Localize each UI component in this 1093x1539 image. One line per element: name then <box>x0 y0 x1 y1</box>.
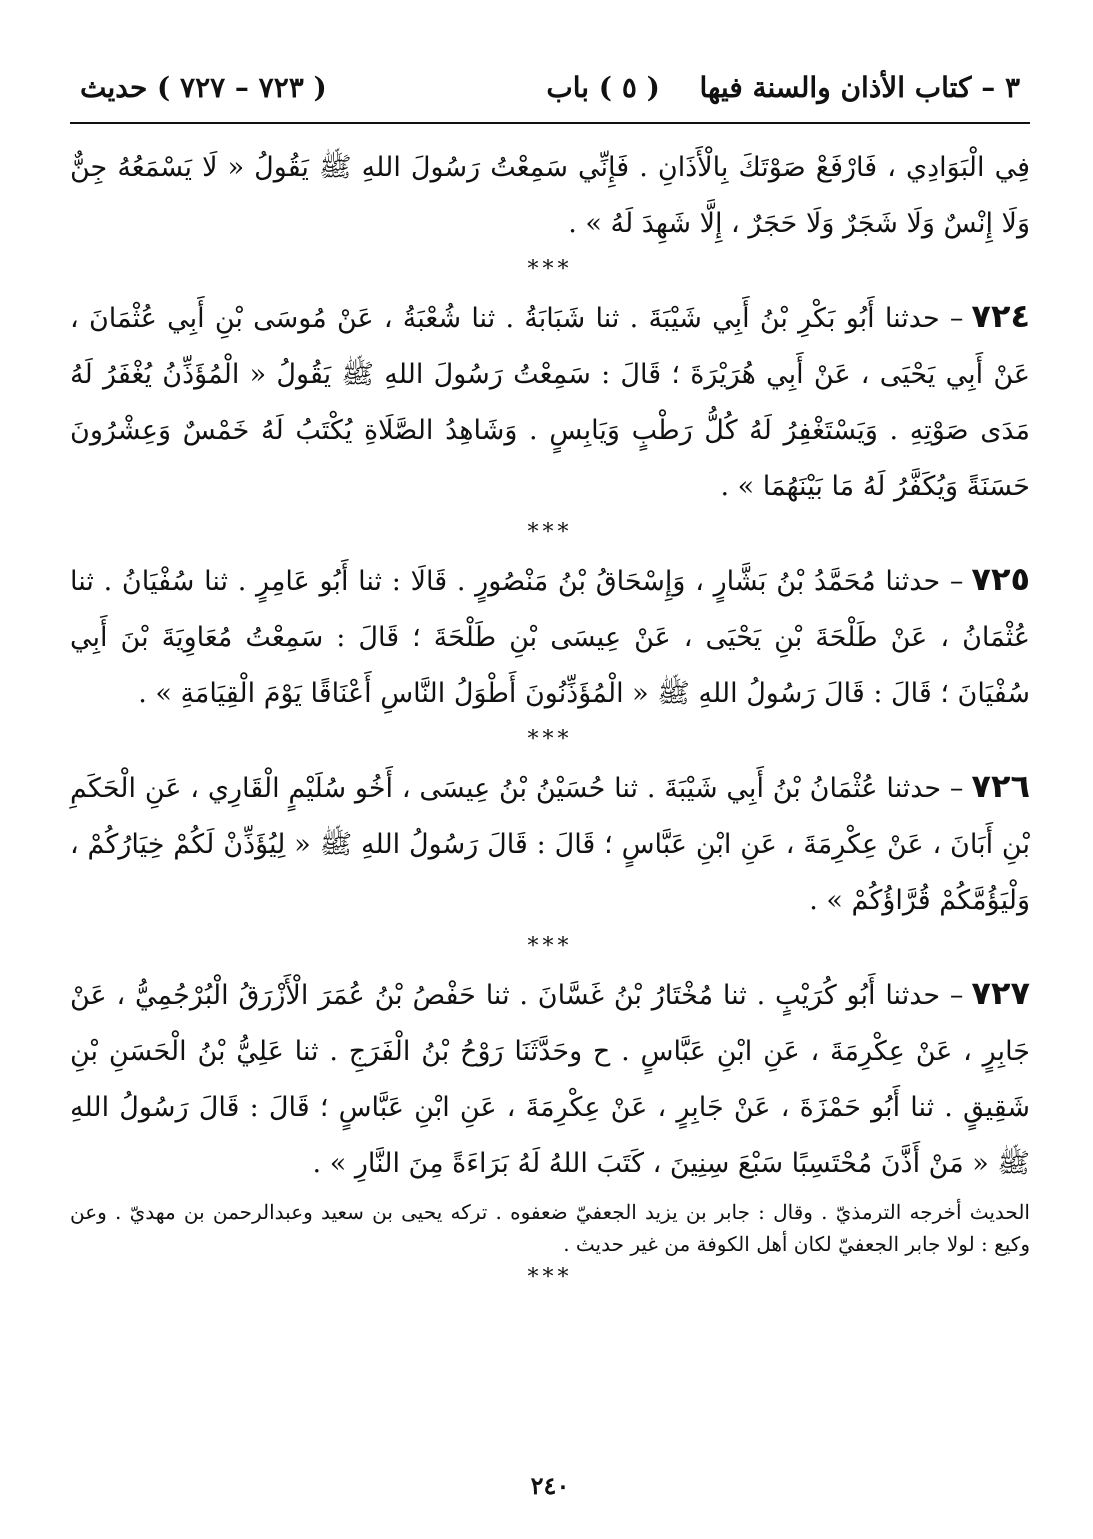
page-number: ٢٤٠ <box>530 1471 570 1500</box>
footnote: الحديث أخرجه الترمذيّ . وقال : جابر بن يزيد الجعفيّ ضعفوه . تركه يحيى بن سعيد وعبدالرحمن بن مهديّ . وعن وكيع : لولا جابر الجعفيّ لكان أهل الكوفة من غير حديث . <box>70 1200 1030 1256</box>
hadith-726 <box>70 758 1030 929</box>
hadith-number: ٧٢٥ <box>971 560 1030 598</box>
hadith-725 <box>70 551 1030 722</box>
chapter-label: ( ٥ ) باب <box>546 70 660 104</box>
section-separator: *** <box>527 934 573 959</box>
hadith-727 <box>70 965 1030 1192</box>
page <box>70 40 1030 1500</box>
hadith-number: ٧٢٦ <box>971 767 1030 805</box>
running-header <box>70 62 1030 112</box>
section-separator: *** <box>527 257 573 282</box>
hadith-text: – حدثنا عُثْمَانُ بْنُ أَبِي شَيْبَةَ . ثنا حُسَيْنُ بْنُ عِيسَى ، أَخُو سُلَيْمٍ الْقَارِي ، عَنِ الْحَكَمِ بْنِ أَبَانَ ، عَنْ عِكْرِمَةَ ، عَنِ ابْنِ عَبَّاسٍ ؛ قَالَ : قَالَ رَسُولُ اللهِ ﷺ « لِيُؤَذِّنْ لَكُمْ خِيَارُكُمْ ، وَلْيَؤُمَّكُمْ قُرَّاؤُكُمْ » . <box>70 773 1030 916</box>
hadith-number: ٧٢٧ <box>971 974 1030 1012</box>
section-separator: *** <box>527 520 573 545</box>
section-separator: *** <box>527 1265 573 1290</box>
hadith-text: – حدثنا أَبُو كُرَيْبٍ . ثنا مُخْتَارُ بْنُ غَسَّانَ . ثنا حَفْصُ بْنُ عُمَرَ الْأَزْرَقُ الْبُرْجُمِيُّ ، عَنْ جَابِرٍ ، عَنْ عِكْرِمَةَ ، عَنِ ابْنِ عَبَّاسٍ . ح وحَدَّثَنَا رَوْحُ بْنُ الْفَرَجِ . ثنا عَلِيُّ بْنُ الْحَسَنِ بْنِ شَقِيقٍ . ثنا أَبُو حَمْزَةَ ، عَنْ جَابِرٍ ، عَنْ عِكْرِمَةَ ، عَنِ ابْنِ عَبَّاسٍ ؛ قَالَ : قَالَ رَسُولُ اللهِ ﷺ « مَنْ أَذَّنَ مُحْتَسِبًا سَبْعَ سِنِينَ ، كَتَبَ اللهُ لَهُ بَرَاءَةً مِنَ النَّارِ » . <box>70 980 1030 1179</box>
hadith-724 <box>70 288 1030 515</box>
hadith-range: ( ٧٢٣ – ٧٢٧ ) حديث <box>80 70 327 104</box>
continued-paragraph: فِي الْبَوَادِي ، فَارْفَعْ صَوْتَكَ بِالْأَذَانِ . فَإِنِّي سَمِعْتُ رَسُولَ اللهِ ﷺ يَقُولُ « لَا يَسْمَعُهُ جِنٌّ وَلَا إِنْسٌ وَلَا شَجَرٌ وَلَا حَجَرٌ ، إِلَّا شَهِدَ لَهُ » . <box>70 152 1030 239</box>
header-divider <box>70 122 1030 124</box>
section-separator: *** <box>527 727 573 752</box>
book-title: ٣ – كتاب الأذان والسنة فيها <box>699 70 1020 104</box>
hadith-text: – حدثنا مُحَمَّدُ بْنُ بَشَّارٍ ، وَإِسْحَاقُ بْنُ مَنْصُورٍ . قَالَا : ثنا أَبُو عَامِرٍ . ثنا سُفْيَانُ . ثنا عُثْمَانُ ، عَنْ طَلْحَةَ بْنِ يَحْيَى ، عَنْ عِيسَى بْنِ طَلْحَةَ ؛ قَالَ : سَمِعْتُ مُعَاوِيَةَ بْنَ أَبِي سُفْيَانَ ؛ قَالَ : قَالَ رَسُولُ اللهِ ﷺ « الْمُؤَذِّنُونَ أَطْوَلُ النَّاسِ أَعْنَاقًا يَوْمَ الْقِيَامَةِ » . <box>70 566 1030 709</box>
main-text <box>70 140 1030 1296</box>
hadith-text: – حدثنا أَبُو بَكْرِ بْنُ أَبِي شَيْبَةَ . ثنا شَبَابَةُ . ثنا شُعْبَةُ ، عَنْ مُوسَى بْنِ أَبِي عُثْمَانَ ، عَنْ أَبِي يَحْيَى ، عَنْ أَبِي هُرَيْرَةَ ؛ قَالَ : سَمِعْتُ رَسُولَ اللهِ ﷺ يَقُولُ « الْمُؤَذِّنُ يُغْفَرُ لَهُ مَدَى صَوْتِهِ . وَيَسْتَغْفِرُ لَهُ كُلُّ رَطْبٍ وَيَابِسٍ . وَشَاهِدُ الصَّلَاةِ يُكْتَبُ لَهُ خَمْسٌ وَعِشْرُونَ حَسَنَةً وَيُكَفَّرُ لَهُ مَا بَيْنَهُمَا » . <box>70 303 1030 502</box>
hadith-number: ٧٢٤ <box>971 297 1030 335</box>
